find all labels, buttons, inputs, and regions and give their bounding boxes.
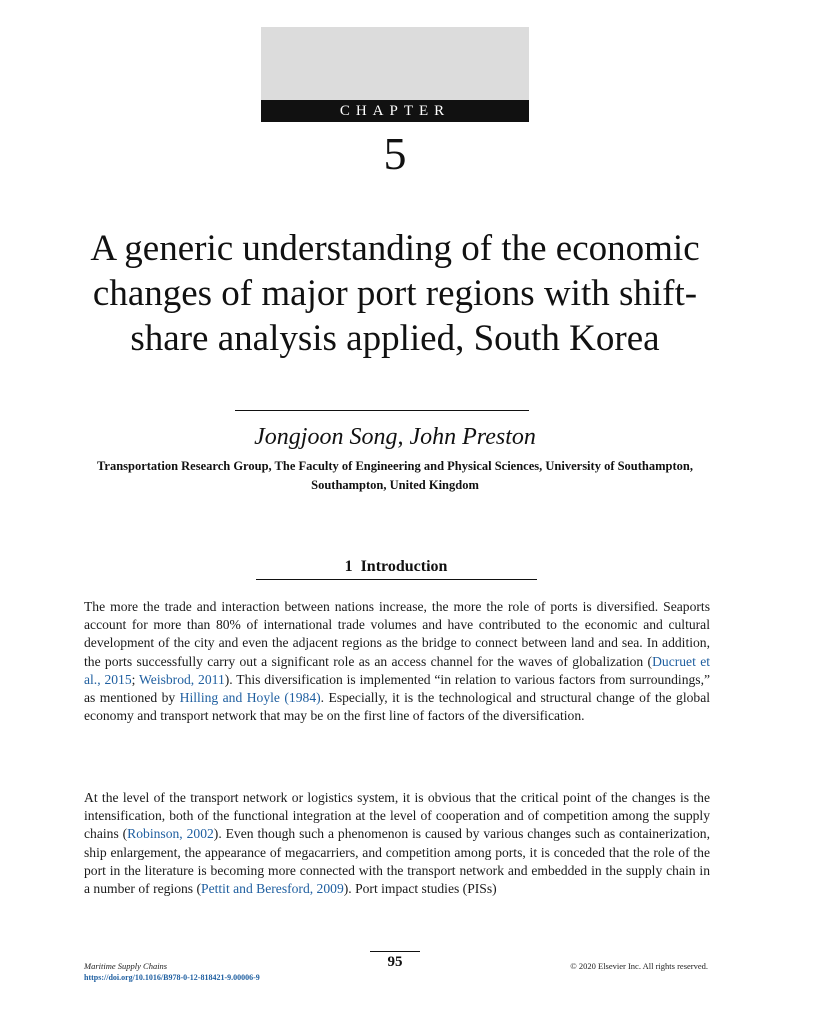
chapter-header-box: [261, 27, 529, 100]
authors: Jongjoon Song, John Preston: [254, 424, 536, 450]
section-title: Introduction: [360, 558, 448, 575]
chapter-number: 5: [383, 128, 407, 179]
citation-link[interactable]: Hilling and Hoyle (1984): [179, 690, 321, 706]
doi-link[interactable]: https://doi.org/10.1016/B978-0-12-818421-9.00006-9: [84, 973, 260, 982]
affiliation: Transportation Research Group, The Faculty of Engineering and Physical Sciences, University of Southampton, Southampton, United Kingdom: [97, 459, 693, 492]
paragraph-text: The more the trade and interaction between nations increase, the more the role of ports is diversified. Seaports account for more than 80% of international trade volumes and have contributed to the economic and cultural development of the city and even the adjacent regions as the bridge to connect between land and sea. In addition, the ports successfully carry out a significant role as an access channel for the waves of globalization (: [84, 599, 710, 669]
journal-name: Maritime Supply Chains: [84, 961, 168, 971]
section-heading: [256, 556, 536, 578]
page-number: 95: [387, 954, 403, 970]
citation-link[interactable]: Pettit and Beresford, 2009: [201, 881, 344, 897]
paragraph-text: ). Even though such a phenomenon is caused by various changes such as containerization, ship enlargement, the appearance of megacarriers, and competition among ports, it is conceded that the role of the port in the literature is becoming more connected with the transport network and embedded in the supply chain in a number of regions (: [84, 826, 711, 897]
citation-link[interactable]: Ducruet et al., 2015: [84, 653, 710, 687]
paragraph-text: ). This diversification is implemented “in relation to various factors from surroundings,” as mentioned by: [84, 671, 711, 706]
article-title: A generic understanding of the economic changes of major port regions with shift-share analysis applied, South Korea: [90, 228, 700, 359]
paragraph-1: [84, 598, 710, 725]
paragraph-2: [84, 789, 710, 898]
section-number: 1: [344, 558, 353, 575]
paragraph-text: ;: [131, 671, 140, 687]
paragraph-text: ). Port impact studies (PISs): [343, 881, 497, 897]
footer-divider: [370, 951, 420, 952]
title-divider: [235, 410, 529, 411]
citation-link[interactable]: Weisbrod, 2011: [139, 671, 225, 687]
chapter-label: CHAPTER: [261, 100, 529, 122]
paragraph-text: At the level of the transport network or logistics system, it is obvious that the critical point of the changes is the intensification, both of the functional integration at the level of cooperation and of competition among the supply chains (: [84, 790, 710, 842]
copyright-notice: © 2020 Elsevier Inc. All rights reserved.: [570, 961, 708, 971]
paragraph-text: . Especially, it is the technological and structural change of the global economy and transport network that may be on the first line of factors of the diversification.: [84, 690, 711, 724]
citation-link[interactable]: Robinson, 2002: [127, 826, 214, 842]
section-divider: [256, 579, 537, 580]
